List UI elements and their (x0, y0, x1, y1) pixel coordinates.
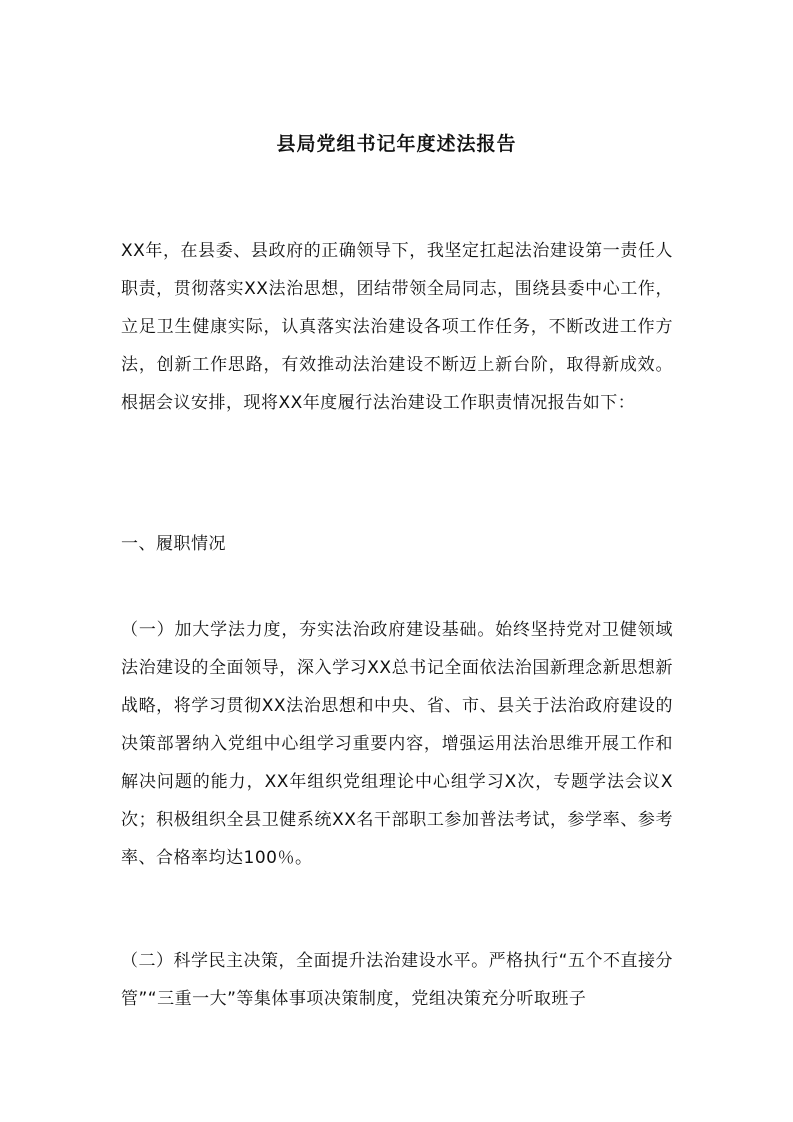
document-title: 县局党组书记年度述法报告 (276, 133, 517, 155)
body-paragraph-1: （一）加大学法力度，夯实法治政府建设基础。始终坚持党对卫健领域法治建设的全面领导，深入学习XX总书记全面依法治国新理念新思想新战略，将学习贯彻XX法治思想和中央、省、市、县关于法治政府建设的决策部署纳入党组中心组学习重要内容，增强运用法治思维开展工作和解决问题的能力，XX年组织党组理论中心组学习X次，专题学法会议X次；积极组织全县卫健系统XX名干部职工参加普法考试，参学率、参考率、合格率均达100％。 (121, 620, 673, 868)
body-paragraph-2: （二）科学民主决策，全面提升法治建设水平。严格执行“五个不直接分管”“三重一大”等集体事项决策制度，党组决策充分听取班子 (121, 951, 673, 1009)
intro-paragraph: XX年，在县委、县政府的正确领导下，我坚定扛起法治建设第一责任人职责，贯彻落实XX法治思想，团结带领全局同志，围绕县委中心工作，立足卫生健康实际，认真落实法治建设各项工作任务，不断改进工作方法，创新工作思路，有效推动法治建设不断迈上新台阶，取得新成效。根据会议安排，现将XX年度履行法治建设工作职责情况报告如下： (121, 241, 673, 413)
section-heading: 一、履职情况 (121, 534, 226, 554)
